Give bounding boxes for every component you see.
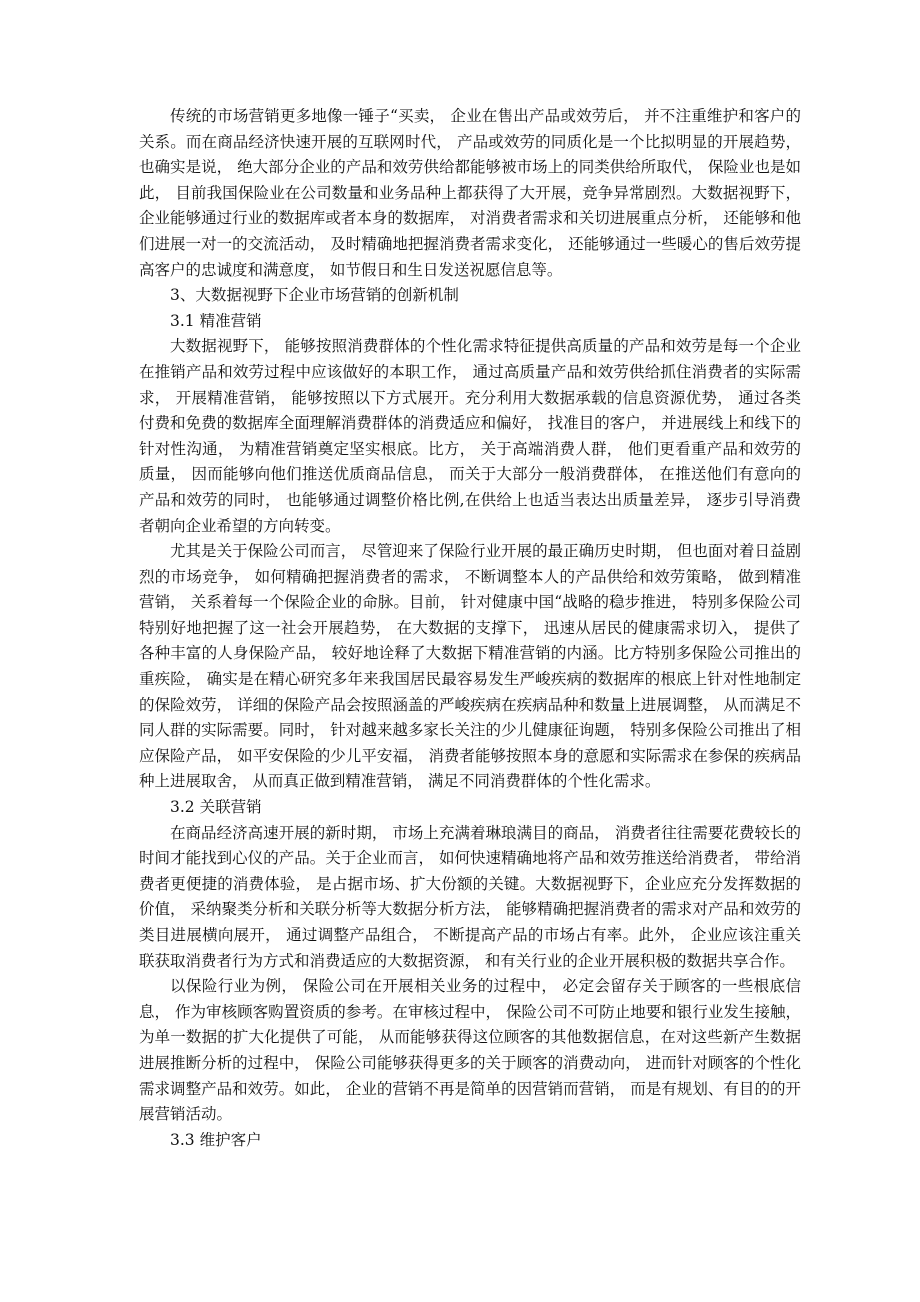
section-3-2-paragraph-2: 以保险行业为例， 保险公司在开展相关业务的过程中， 必定会留存关于顾客的一些根底信息， 作为审核顾客购置资质的参考。在审核过程中， 保险公司不可防止地要和银行业发生接触， 为单一数据的扩大化提供了可能， 从而能够获得这位顾客的其他数据信息，在对这些新产生数据进展推断分析的过程中， 保险公司能够获得更多的关于顾客的消费动向， 进而针对顾客的个性化需求调整产品和效劳。如此， 企业的营销不再是简单的因营销而营销， 而是有规划、有目的的开展营销活动。 (139, 977, 801, 1124)
section-3-2-heading: 3.2 关联营销 (170, 798, 262, 817)
section-3-2-paragraph-1: 在商品经济高速开展的新时期， 市场上充满着琳琅满目的商品， 消费者往往需要花费较长的时间才能找到心仪的产品。关于企业而言， 如何快速精确地将产品和效劳推送给消费者， 带给消费者更便捷的消费体验， 是占据市场、扩大份额的关键。大数据视野下，企业应充分发挥数据的价值， 采纳聚类分析和关联分析等大数据分析方法， 能够精确把握消费者的需求对产品和效劳的类目进展横向展开， 通过调整产品组合， 不断提高产品的市场占有率。此外， 企业应该注重关联获取消费者行为方式和消费适应的大数据资源， 和有关行业的企业开展积极的数据共享合作。 (139, 823, 801, 970)
section-3-heading: 3、大数据视野下企业市场营销的创新机制 (170, 286, 459, 305)
section-3-1-heading: 3.1 精准营销 (170, 311, 262, 330)
section-3-1-paragraph-1: 大数据视野下， 能够按照消费群体的个性化需求特征提供高质量的产品和效劳是每一个企业在推销产品和效劳过程中应该做好的本职工作， 通过高质量产品和效劳供给抓住消费者的实际需求， 开展精准营销， 能够按照以下方式展开。充分利用大数据承载的信息资源优势， 通过各类付费和免费的数据库全面理解消费群体的消费适应和偏好， 找准目的客户， 并进展线上和线下的针对性沟通， 为精准营销奠定坚实根底。比方， 关于高端消费人群， 他们更看重产品和效劳的质量， 因而能够向他们推送优质商品信息， 而关于大部分一般消费群体， 在推送他们有意向的产品和效劳的同时， 也能够通过调整价格比例,在供给上也适当表达出质量差异， 逐步引导消费者朝向企业希望的方向转变。 (139, 337, 801, 535)
section-3-3-heading: 3.3 维护客户 (170, 1130, 262, 1149)
intro-paragraph: 传统的市场营销更多地像一锤子“买卖， 企业在售出产品或效劳后， 并不注重维护和客户的关系。而在商品经济快速开展的互联网时代， 产品或效劳的同质化是一个比拟明显的开展趋势， 也确实是说， 绝大部分企业的产品和效劳供给都能够被市场上的同类供给所取代， 保险业也是如此， 目前我国保险业在公司数量和业务品种上都获得了大开展，竞争异常剧烈。大数据视野下， 企业能够通过行业的数据库或者本身的数据库， 对消费者需求和关切进展重点分析， 还能够和他们进展一对一的交流活动， 及时精确地把握消费者需求变化， 还能够通过一些暖心的售后效劳提高客户的忠诚度和满意度， 如节假日和生日发送祝愿信息等。 (139, 107, 801, 279)
document-page (139, 104, 801, 1153)
section-3-1-paragraph-2: 尤其是关于保险公司而言， 尽管迎来了保险行业开展的最正确历史时期， 但也面对着日益剧烈的市场竞争， 如何精确把握消费者的需求， 不断调整本人的产品供给和效劳策略， 做到精准营销， 关系着每一个保险企业的命脉。目前， 针对健康中国“战略的稳步推进， 特别多保险公司特别好地把握了这一社会开展趋势， 在大数据的支撑下， 迅速从居民的健康需求切入， 提供了各种丰富的人身保险产品， 较好地诠释了大数据下精准营销的内涵。比方特别多保险公司推出的重疾险， 确实是在精心研究多年来我国居民最容易发生严峻疾病的数据库的根底上针对性地制定的保险效劳， 详细的保险产品会按照涵盖的严峻疾病在疾病品种和数量上进展调整， 从而满足不同人群的实际需要。同时， 针对越来越多家长关注的少儿健康征询题， 特别多保险公司推出了相应保险产品， 如平安保险的少儿平安福， 消费者能够按照本身的意愿和实际需求在参保的疾病品种上进展取舍， 从而真正做到精准营销， 满足不同消费群体的个性化需求。 (139, 542, 801, 791)
